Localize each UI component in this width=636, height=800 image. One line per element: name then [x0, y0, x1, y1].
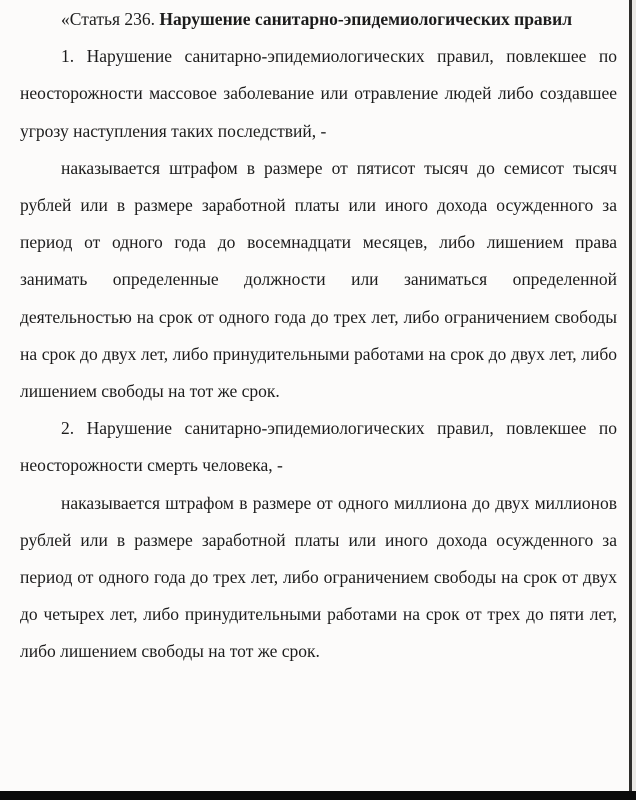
article-title-bold: Нарушение санитарно-эпидемиологических правил [159, 9, 573, 29]
article-number: «Статья 236. [61, 9, 156, 29]
scan-right-margin [632, 0, 636, 800]
paragraph-penalty-1: наказывается штрафом в размере от пятисот тысяч до семисот тысяч рублей или в размере заработной платы или иного дохода осужденного за период от одного года до восемнадцати месяцев, либо лишением права занимать определенные должности или заниматься определенной деятельностью на срок от одного года до трех лет, либо ограничением свободы на срок до двух лет, либо принудительными работами на срок до двух лет, либо лишением свободы на тот же срок. [20, 157, 617, 402]
paragraph-penalty-2: наказывается штрафом в размере от одного миллиона до двух миллионов рублей или в размере заработной платы или иного дохода осужденного за период от одного года до трех лет, либо ограничением свободы на срок от двух до четырех лет, либо принудительными работами на срок от трех до пяти лет, либо лишением свободы на тот же срок. [20, 492, 617, 662]
page-edge-line [629, 0, 632, 800]
document-body [20, 1, 617, 671]
paragraph-clause-1: 1. Нарушение санитарно-эпидемиологических правил, повлекшее по неосторожности массовое заболевание или отравление людей либо создавшее угрозу наступления таких последствий, - [20, 46, 617, 141]
scan-bottom-bar [0, 791, 636, 800]
paragraph-clause-2: 2. Нарушение санитарно-эпидемиологических правил, повлекшее по неосторожности смерть человека, - [20, 418, 617, 476]
article-title [20, 1, 617, 38]
